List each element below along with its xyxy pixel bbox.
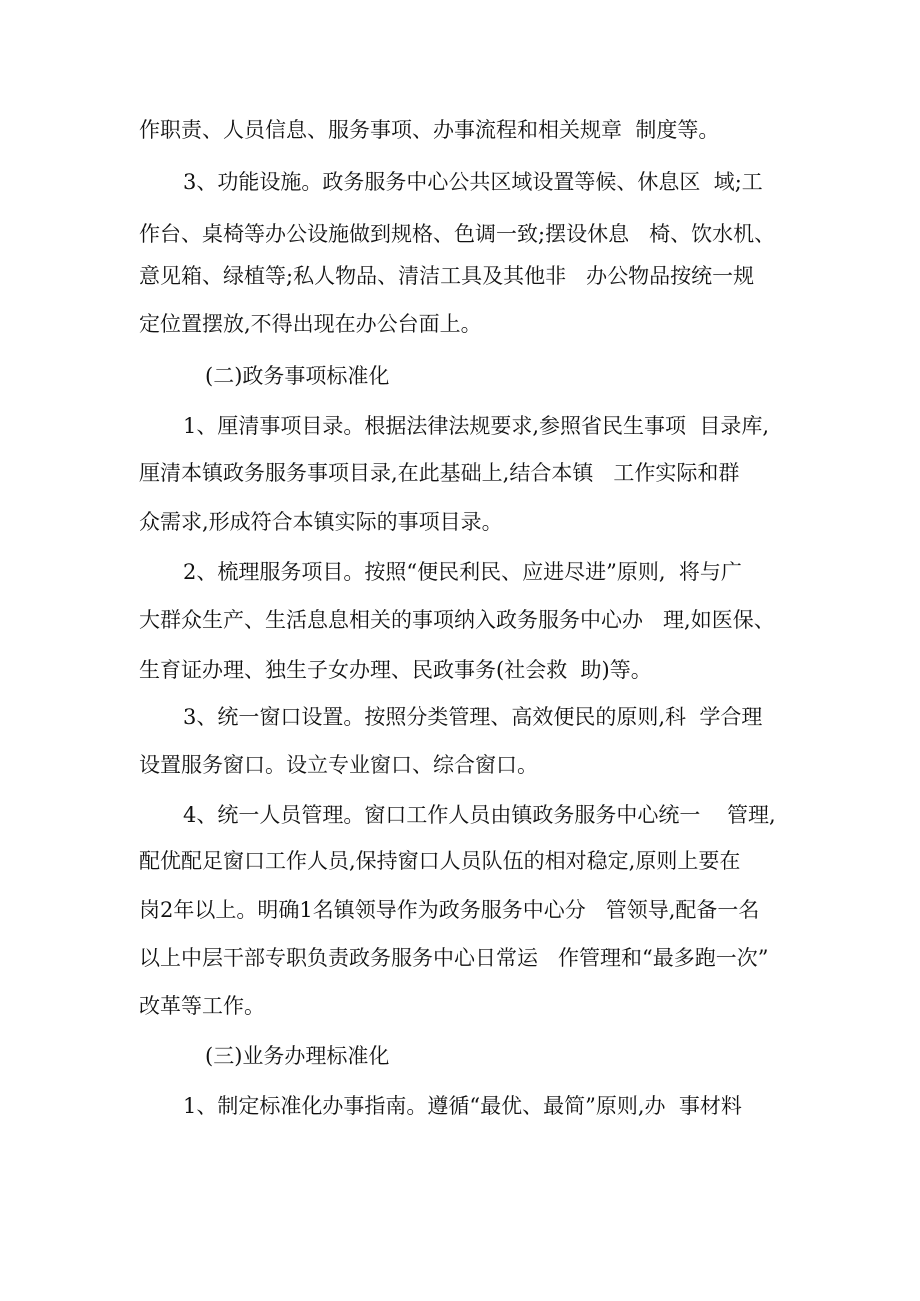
text-line: 以上中层干部专职负责政务服务中心日常运 作管理和“最多跑一次”	[139, 946, 769, 970]
text-line: 定位置摆放,不得出现在办公台面上。	[139, 312, 482, 336]
text-line: 设置服务窗口。设立专业窗口、综合窗口。	[139, 753, 538, 777]
paragraph-line: 4、统一人员管理。窗口工作人员由镇政务服务中心统一 管理,	[183, 803, 776, 827]
paragraph-line: 1、厘清事项目录。根据法律法规要求,参照省民生事项 目录库,	[183, 414, 770, 438]
text-line: 生育证办理、独生子女办理、民政事务(社会救 助)等。	[139, 658, 652, 682]
paragraph-line: 3、功能设施。政务服务中心公共区域设置等候、休息区 域;工	[183, 170, 763, 194]
text-line: 配优配足窗口工作人员,保持窗口人员队伍的相对稳定,原则上要在	[139, 849, 741, 873]
paragraph-line: 2、梳理服务项目。按照“便民利民、应进尽进”原则, 将与广	[183, 560, 742, 584]
text-line: 众需求,形成符合本镇实际的事项目录。	[139, 510, 503, 534]
paragraph-line: 3、统一窗口设置。按照分类管理、高效便民的原则,科 学合理	[183, 705, 763, 729]
text-line: 意见箱、绿植等;私人物品、清洁工具及其他非 办公物品按统一规	[139, 264, 755, 288]
text-line: 大群众生产、生活息息相关的事项纳入政务服务中心办 理,如医保、	[139, 608, 775, 632]
text-line: 作职责、人员信息、服务事项、办事流程和相关规章 制度等。	[139, 118, 720, 142]
paragraph-line: 1、制定标准化办事指南。遵循“最优、最简”原则,办 事材料	[183, 1094, 742, 1118]
section-heading: (三)业务办理标准化	[205, 1044, 390, 1068]
text-line: 岗2年以上。明确1名镇领导作为政务服务中心分 管领导,配备一名	[139, 898, 760, 922]
section-heading: (二)政务事项标准化	[205, 364, 390, 388]
text-line: 厘清本镇政务服务事项目录,在此基础上,结合本镇 工作实际和群	[139, 461, 740, 485]
text-line: 改革等工作。	[139, 994, 265, 1018]
text-line: 作台、桌椅等办公设施做到规格、色调一致;摆设休息 椅、饮水机、	[139, 222, 776, 246]
